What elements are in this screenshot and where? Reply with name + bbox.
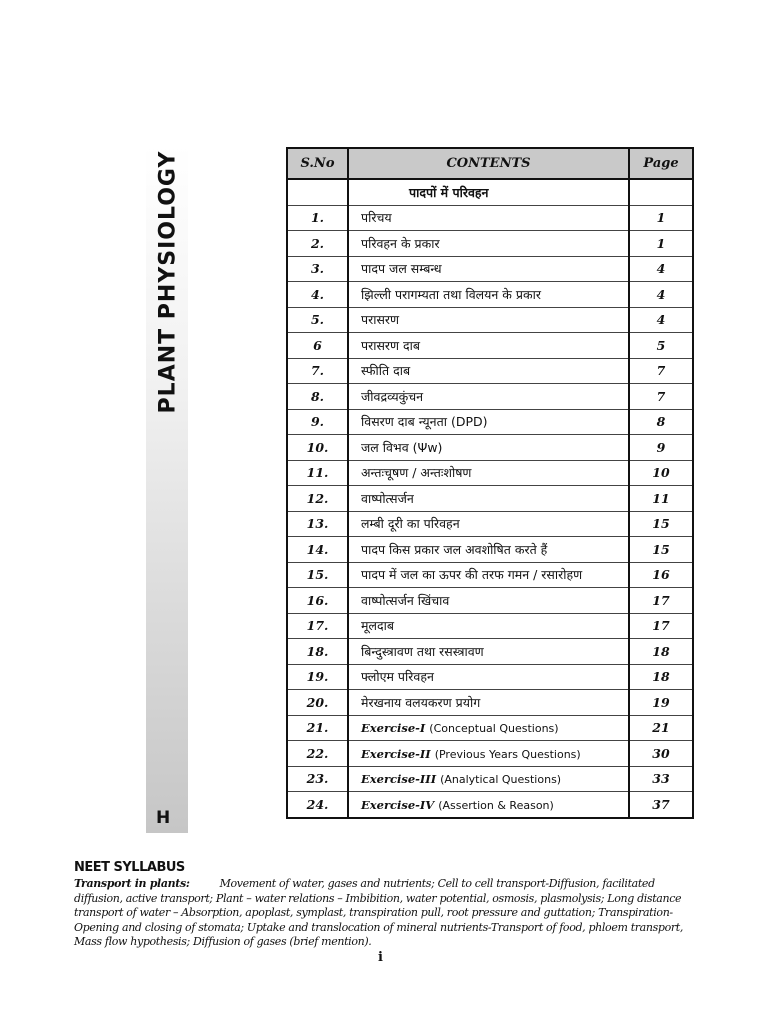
table-row — [287, 282, 693, 308]
exercise-title — [348, 741, 629, 767]
exercise-page: 30 — [629, 741, 693, 767]
row-page: 4 — [629, 256, 693, 282]
row-sno: 10. — [287, 435, 348, 461]
syllabus-section — [74, 860, 684, 950]
side-letter: H — [156, 808, 171, 828]
syllabus-body — [74, 877, 684, 950]
row-title: पादप किस प्रकार जल अवशोषित करते हैं — [348, 537, 629, 563]
row-page: 5 — [629, 333, 693, 359]
table-row — [287, 664, 693, 690]
exercise-page: 33 — [629, 766, 693, 792]
contents-table — [286, 147, 694, 819]
exercise-row — [287, 741, 693, 767]
exercise-desc: (Assertion & Reason) — [438, 798, 554, 812]
exercise-row — [287, 792, 693, 818]
row-page: 7 — [629, 384, 693, 410]
table-row — [287, 537, 693, 563]
header-page: Page — [629, 148, 693, 179]
row-sno: 15. — [287, 562, 348, 588]
exercise-name: Exercise-III — [361, 772, 437, 787]
row-page: 19 — [629, 690, 693, 716]
table-row — [287, 205, 693, 231]
table-row — [287, 690, 693, 716]
row-sno: 13. — [287, 511, 348, 537]
row-sno: 11. — [287, 460, 348, 486]
exercise-name: Exercise-II — [361, 746, 431, 761]
exercise-name: Exercise-I — [361, 721, 426, 736]
row-sno: 7. — [287, 358, 348, 384]
row-sno: 1. — [287, 205, 348, 231]
exercise-title — [348, 766, 629, 792]
row-page: 1 — [629, 205, 693, 231]
row-title: झिल्ली परागम्यता तथा विलयन के प्रकार — [348, 282, 629, 308]
exercise-page: 37 — [629, 792, 693, 818]
row-title: पादप जल सम्बन्ध — [348, 256, 629, 282]
table-row — [287, 511, 693, 537]
row-title: अन्तःचूषण / अन्तःशोषण — [348, 460, 629, 486]
row-sno: 16. — [287, 588, 348, 614]
exercise-name: Exercise-IV — [361, 797, 435, 812]
row-title: परासरण — [348, 307, 629, 333]
side-title: PLANT PHYSIOLOGY — [155, 150, 181, 414]
row-sno: 17. — [287, 613, 348, 639]
row-title: वाष्पोत्सर्जन — [348, 486, 629, 512]
chapter-page-cell — [629, 179, 693, 205]
table-header-row — [287, 148, 693, 179]
table-row — [287, 307, 693, 333]
row-page: 8 — [629, 409, 693, 435]
row-title: परिवहन के प्रकार — [348, 231, 629, 257]
chapter-title: पादपों में परिवहन — [348, 179, 629, 205]
table-row — [287, 486, 693, 512]
row-title: परिचय — [348, 205, 629, 231]
syllabus-label: Transport in plants: — [74, 877, 190, 890]
exercise-sno: 23. — [287, 766, 348, 792]
row-title: मेरखनाय वलयकरण प्रयोग — [348, 690, 629, 716]
table-row — [287, 639, 693, 665]
row-sno: 14. — [287, 537, 348, 563]
table-row — [287, 409, 693, 435]
row-page: 15 — [629, 537, 693, 563]
exercise-sno: 22. — [287, 741, 348, 767]
row-sno: 5. — [287, 307, 348, 333]
table-row — [287, 588, 693, 614]
row-page: 1 — [629, 231, 693, 257]
row-page: 4 — [629, 307, 693, 333]
exercise-row — [287, 715, 693, 741]
row-sno: 6 — [287, 333, 348, 359]
row-title: वाष्पोत्सर्जन खिंचाव — [348, 588, 629, 614]
row-title: विसरण दाब न्यूनता (DPD) — [348, 409, 629, 435]
table-row — [287, 613, 693, 639]
row-title: जीवद्रव्यकुंचन — [348, 384, 629, 410]
row-page: 9 — [629, 435, 693, 461]
table-row — [287, 256, 693, 282]
row-page: 7 — [629, 358, 693, 384]
row-sno: 20. — [287, 690, 348, 716]
table-row — [287, 562, 693, 588]
row-title: पादप में जल का ऊपर की तरफ गमन / रसारोहण — [348, 562, 629, 588]
row-page: 18 — [629, 639, 693, 665]
row-sno: 3. — [287, 256, 348, 282]
exercise-sno: 24. — [287, 792, 348, 818]
table-row — [287, 333, 693, 359]
row-title: लम्बी दूरी का परिवहन — [348, 511, 629, 537]
row-title: स्फीति दाब — [348, 358, 629, 384]
row-sno: 12. — [287, 486, 348, 512]
syllabus-text: Movement of water, gases and nutrients; Cell to cell transport-Diffusion, facilitated diffusion, active transport; Plant – water relations – Imbibition, water potential, osmosis, plasmolysis; Long distance transport of water – Absorption, apoplast, symplast, transpiration pull, root pressure and guttation; Transpiration-Opening and closing of stomata; Uptake and translocation of mineral nutrients-Transport of food, phloem transport, Mass flow hypothesis; Diffusion of gases (brief mention). — [74, 877, 684, 948]
table-row — [287, 435, 693, 461]
row-sno: 18. — [287, 639, 348, 665]
row-title: परासरण दाब — [348, 333, 629, 359]
row-sno: 8. — [287, 384, 348, 410]
row-page: 15 — [629, 511, 693, 537]
row-title: फ्लोएम परिवहन — [348, 664, 629, 690]
syllabus-heading: NEET SYLLABUS — [74, 860, 185, 875]
row-page: 18 — [629, 664, 693, 690]
row-page: 4 — [629, 282, 693, 308]
row-page: 17 — [629, 588, 693, 614]
exercise-sno: 21. — [287, 715, 348, 741]
row-page: 11 — [629, 486, 693, 512]
exercise-desc: (Conceptual Questions) — [429, 722, 559, 736]
exercise-page: 21 — [629, 715, 693, 741]
row-title: बिन्दुस्त्रावण तथा रसस्त्रावण — [348, 639, 629, 665]
row-page: 10 — [629, 460, 693, 486]
row-sno: 19. — [287, 664, 348, 690]
row-sno: 2. — [287, 231, 348, 257]
header-contents: CONTENTS — [348, 148, 629, 179]
exercise-desc: (Analytical Questions) — [440, 773, 562, 787]
table-row — [287, 358, 693, 384]
row-sno: 4. — [287, 282, 348, 308]
exercise-row — [287, 766, 693, 792]
row-title: मूलदाब — [348, 613, 629, 639]
chapter-title-row — [287, 179, 693, 205]
row-title: जल विभव (Ψw) — [348, 435, 629, 461]
table-row — [287, 231, 693, 257]
page-number: i — [378, 950, 383, 965]
header-sno: S.No — [287, 148, 348, 179]
row-page: 17 — [629, 613, 693, 639]
table-row — [287, 460, 693, 486]
exercise-desc: (Previous Years Questions) — [434, 747, 581, 761]
chapter-sno-cell — [287, 179, 348, 205]
exercise-title — [348, 792, 629, 818]
exercise-title — [348, 715, 629, 741]
row-page: 16 — [629, 562, 693, 588]
row-sno: 9. — [287, 409, 348, 435]
table-row — [287, 384, 693, 410]
